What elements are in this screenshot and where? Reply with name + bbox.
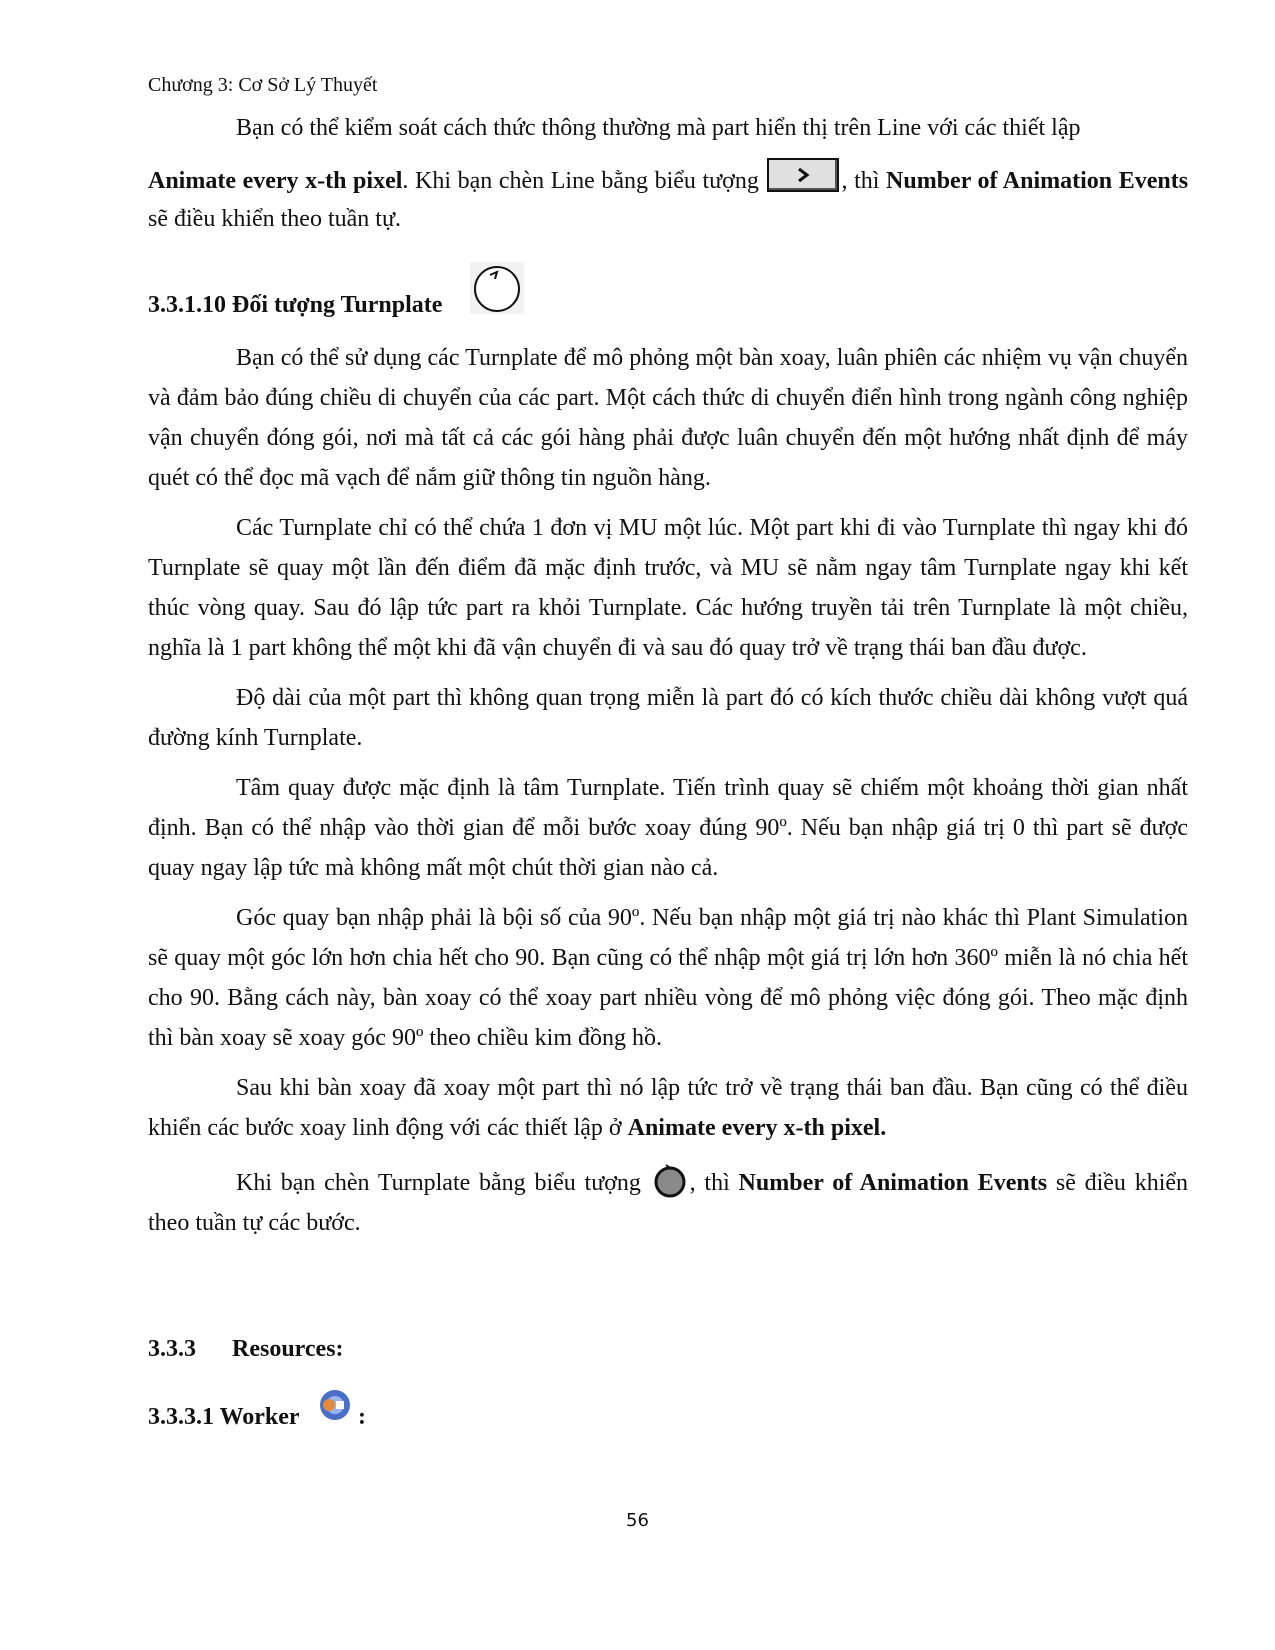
line-icon (767, 158, 839, 192)
page-number: 56 (626, 1510, 649, 1531)
paragraph: Góc quay bạn nhập phải là bội số của 90º. Nếu bạn nhập một giá trị nào khác thì Plant Simulation sẽ quay một góc lớn hơn chia hết cho 90. Bạn cũng có thể nhập một giá trị lớn hơn 360º miễn là nó chia hết cho 90. Bằng cách này, bàn xoay có thể xoay part nhiều vòng để mô phỏng việc đóng gói. Theo mặc định thì bàn xoay sẽ xoay góc 90º theo chiều kim đồng hồ. (148, 905, 1188, 1051)
chapter-header: Chương 3: Cơ Sở Lý Thuyết (148, 74, 378, 96)
turnplate-inline-icon (652, 1162, 688, 1198)
worker-heading-colon: : (358, 1404, 366, 1430)
intro-paragraph: Bạn có thể kiểm soát cách thức thông thường mà part hiển thị trên Line với các thiết lập Animate every x-th pixel. Khi bạn chèn Line bằng biểu tượng , thì Number of Animation Events sẽ điều khiển theo tuần tự. (148, 115, 1189, 232)
resources-heading: 3.3.3 Resources: (148, 1336, 344, 1362)
paragraph: Tâm quay được mặc định là tâm Turnplate. Tiến trình quay sẽ chiếm một khoảng thời gian nhất định. Bạn có thể nhập vào thời gian để mỗi bước xoay đúng 90º. Nếu bạn nhập giá trị 0 thì part sẽ được quay ngay lập tức mà không mất một chút thời gian nào cả. (148, 775, 1188, 881)
worker-heading: 3.3.3.1 Worker (148, 1404, 300, 1430)
worker-icon (316, 1385, 354, 1427)
turnplate-heading: 3.3.1.10 Đối tượng Turnplate (148, 292, 443, 318)
paragraph: Độ dài của một part thì không quan trọng miễn là part đó có kích thước chiều dài không vượt quá đường kính Turnplate. (148, 685, 1188, 751)
animate-setting-name: Animate every x-th pixel (148, 168, 403, 194)
paragraph: Các Turnplate chỉ có thể chứa 1 đơn vị MU một lúc. Một part khi đi vào Turnplate thì ngay khi đó Turnplate sẽ quay một lần đến điểm đã mặc định trước, và MU sẽ nằm ngay tâm Turnplate ngay khi kết thúc vòng quay. Sau đó lập tức part ra khỏi Turnplate. Các hướng truyền tải trên Turnplate là một chiều, nghĩa là 1 part không thể một khi đã vận chuyển đi và sau đó quay trở về trạng thái ban đầu được. (148, 515, 1188, 661)
turnplate-body (148, 338, 1188, 1243)
paragraph: Bạn có thể sử dụng các Turnplate để mô phỏng một bàn xoay, luân phiên các nhiệm vụ vận chuyển và đảm bảo đúng chiều di chuyển của các part. Một cách thức di chuyển điển hình trong ngành công nghiệp vận chuyển đóng gói, nơi mà tất cả các gói hàng phải được luân chuyển đến một hướng nhất định để máy quét có thể đọc mã vạch để nắm giữ thông tin nguồn hàng. (148, 345, 1188, 491)
paragraph: Sau khi bàn xoay đã xoay một part thì nó lập tức trở về trạng thái ban đầu. Bạn cũng có thể điều khiển các bước xoay linh động với các thiết lập ở Animate every x-th pixel. (148, 1075, 1188, 1141)
number-events-setting: Number of Animation Events (886, 168, 1189, 194)
animate-setting-name: Animate every x-th pixel. (627, 1115, 887, 1141)
number-events-setting: Number of Animation Events (738, 1170, 1048, 1196)
turnplate-icon (470, 262, 524, 314)
paragraph: Khi bạn chèn Turnplate bằng biểu tượng , thì Number of Animation Events sẽ điều khiển theo tuần tự các bước. (148, 1162, 1188, 1243)
